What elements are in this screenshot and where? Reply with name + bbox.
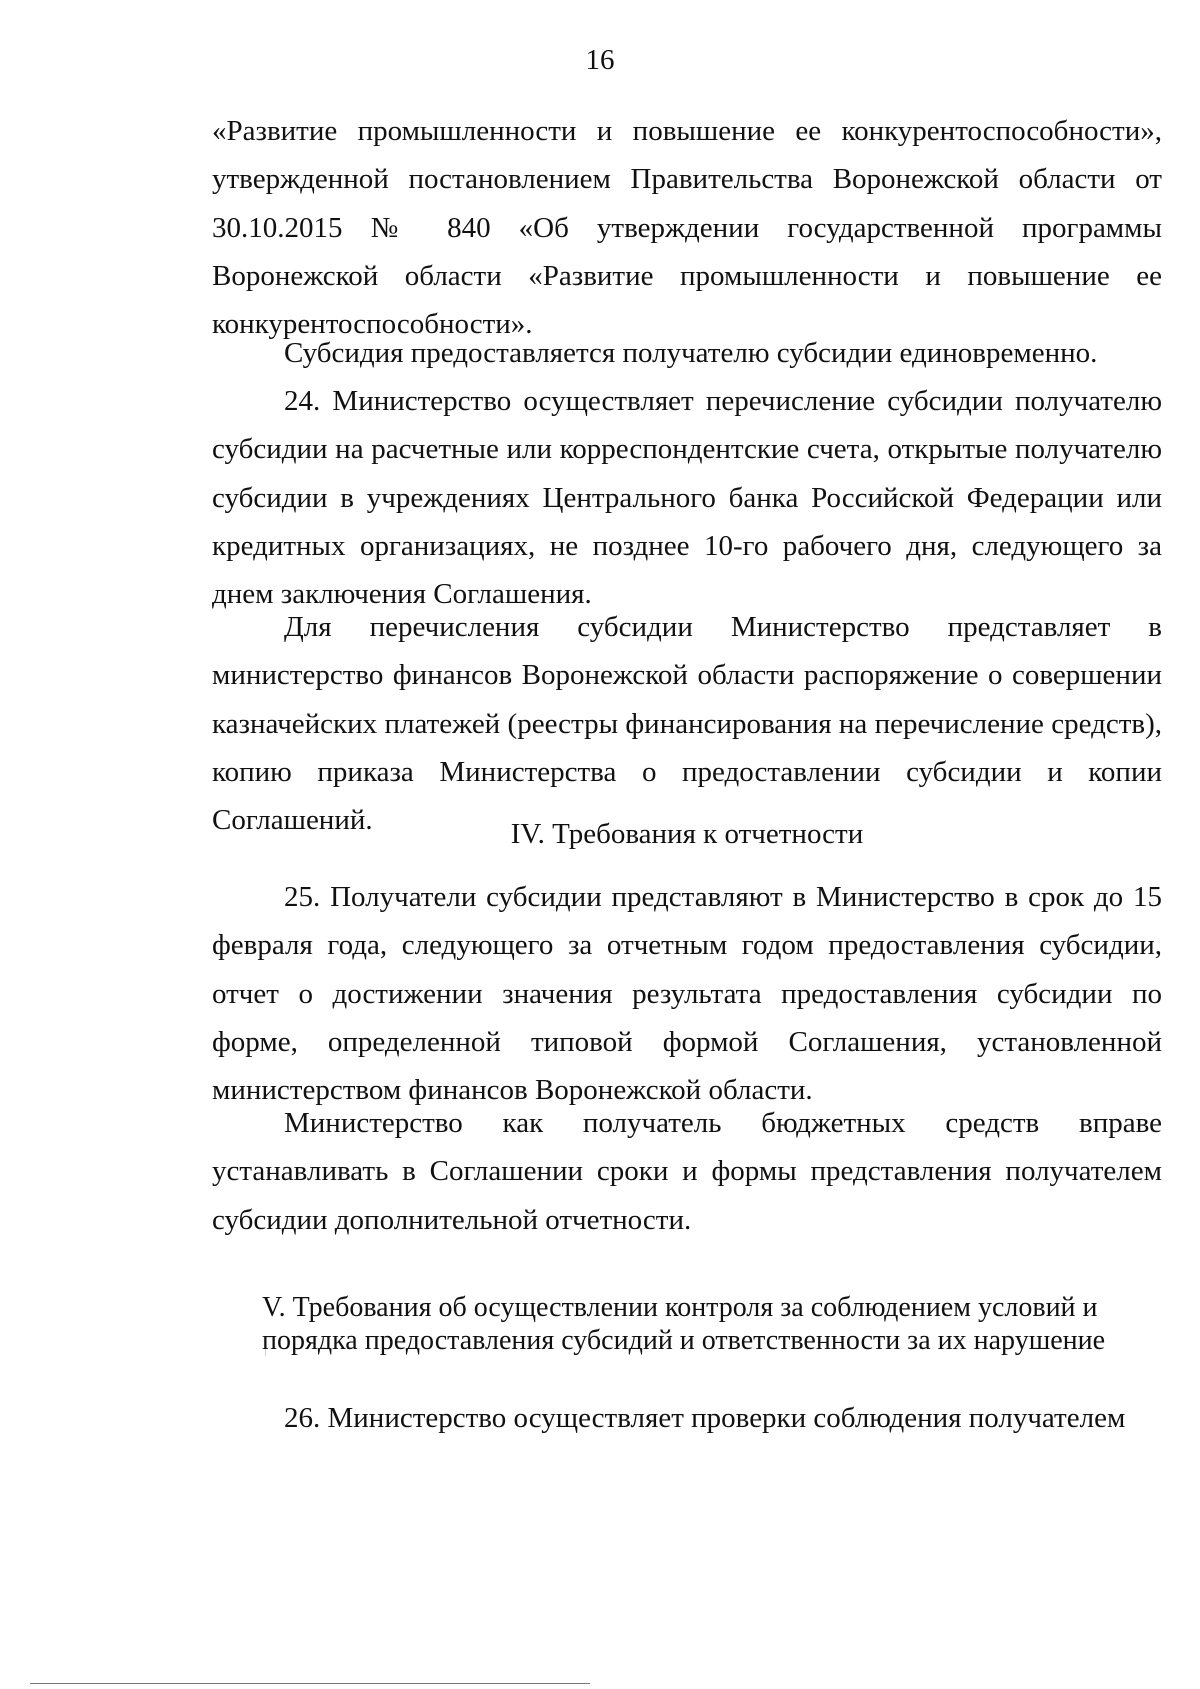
paragraph-additional-reporting: Министерство как получатель бюджетных средств вправе устанавливать в Соглашении сроки и формы представления получателем субсидии дополнительной отчетности.: [212, 1107, 1162, 1236]
paragraph-transfer-documents: Для перечисления субсидии Министерство представляет в министерство финансов Воронежской области распоряжение о совершении казначейских платежей (реестры финансирования на перечисление средств), копию приказа Министерства о предоставлении субсидии и копии Соглашений.: [212, 611, 1162, 837]
section-v-heading: [262, 1291, 1142, 1357]
page-number: 16: [585, 44, 615, 76]
section-iv-heading: IV. Требования к отчетности: [510, 818, 864, 850]
bottom-scan-rule: [30, 1683, 590, 1684]
paragraph-24-transfer: 24. Министерство осуществляет перечисление субсидии получателю субсидии на расчетные или корреспондентские счета, открытые получателю субсидии в учреждениях Центрального банка Российской Федерации или кредитных организациях, не позднее 10-го рабочего дня, следующего за днем заключения Соглашения.: [212, 385, 1162, 611]
paragraph-program-title: «Развитие промышленности и повышение ее конкурентоспособности», утвержденной постановлением Правительства Воронежской области от 30.10.2015 № 840 «Об утверждении государственной программы Воронежской области «Развитие промышленности и повышение ее конкурентоспособности».: [212, 115, 1162, 341]
paragraph-one-time-subsidy: Субсидия предоставляется получателю субсидии единовременно.: [284, 337, 1098, 369]
paragraph-25-reporting: 25. Получатели субсидии представляют в Министерство в срок до 15 февраля года, следующего за отчетным годом предоставления субсидии, отчет о достижении значения результата предоставления субсидии по форме, определенной типовой формой Соглашения, установленной министерством финансов Воронежской области.: [212, 881, 1162, 1107]
section-v-heading-line-2: порядка предоставления субсидий и ответственности за их нарушение: [262, 1325, 1106, 1356]
paragraph-26-inspections: 26. Министерство осуществляет проверки соблюдения получателем: [284, 1402, 1126, 1434]
section-v-heading-line-1: V. Требования об осуществлении контроля за соблюдением условий и: [262, 1292, 1098, 1323]
